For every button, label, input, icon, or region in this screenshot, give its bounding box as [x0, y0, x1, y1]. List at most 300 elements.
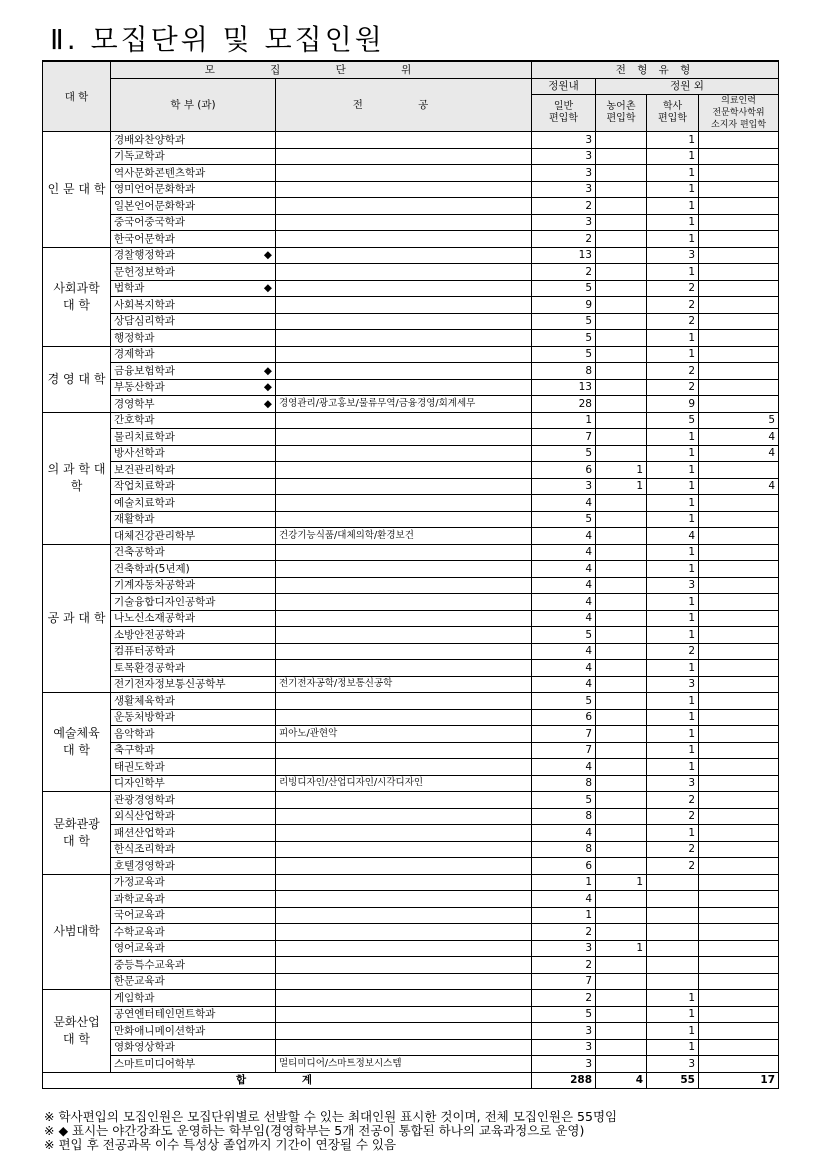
- table-row: [43, 594, 779, 611]
- major-name: [276, 247, 532, 264]
- table-row: [43, 544, 779, 561]
- general-count: 4: [532, 759, 596, 776]
- general-count: 7: [532, 429, 596, 446]
- medical-count: [699, 1006, 779, 1023]
- farm-count: [596, 264, 647, 281]
- farm-count: [596, 528, 647, 545]
- general-count: 4: [532, 561, 596, 578]
- farm-count: [596, 891, 647, 908]
- general-count: 4: [532, 660, 596, 677]
- dept-name: 게임학과: [111, 990, 276, 1007]
- dept-name: 패션산업학과: [111, 825, 276, 842]
- medical-count: [699, 280, 779, 297]
- bachelor-count: [647, 957, 699, 974]
- farm-count: [596, 808, 647, 825]
- table-row: [43, 445, 779, 462]
- major-name: [276, 924, 532, 941]
- major-name: [276, 759, 532, 776]
- table-row: [43, 198, 779, 215]
- major-name: [276, 874, 532, 891]
- general-count: 2: [532, 957, 596, 974]
- dept-name: 건축공학과: [111, 544, 276, 561]
- farm-count: [596, 511, 647, 528]
- major-name: [276, 907, 532, 924]
- farm-count: 1: [596, 874, 647, 891]
- dept-name: 가정교육과: [111, 874, 276, 891]
- medical-count: [699, 1056, 779, 1073]
- major-name: [276, 379, 532, 396]
- bachelor-count: 1: [647, 1006, 699, 1023]
- dept-name: 소방안전공학과: [111, 627, 276, 644]
- dept-name: 대체건강관리학부: [111, 528, 276, 545]
- general-count: 5: [532, 330, 596, 347]
- table-row: [43, 973, 779, 990]
- medical-count: 4: [699, 445, 779, 462]
- bachelor-count: 1: [647, 759, 699, 776]
- dept-name: 경제학과: [111, 346, 276, 363]
- dept-name: 부동산학과◆: [111, 379, 276, 396]
- general-count: 2: [532, 231, 596, 248]
- general-count: 4: [532, 544, 596, 561]
- general-count: 8: [532, 841, 596, 858]
- table-row: [43, 396, 779, 413]
- medical-count: [699, 973, 779, 990]
- farm-count: [596, 610, 647, 627]
- bachelor-count: 1: [647, 429, 699, 446]
- medical-count: [699, 957, 779, 974]
- major-name: [276, 412, 532, 429]
- college-name: 경 영 대 학: [43, 346, 111, 412]
- major-name: 리빙디자인/산업디자인/시각디자인: [276, 775, 532, 792]
- bachelor-count: 2: [647, 313, 699, 330]
- farm-count: [596, 643, 647, 660]
- medical-count: [699, 495, 779, 512]
- table-body: [43, 132, 779, 1089]
- farm-count: [596, 1039, 647, 1056]
- bachelor-count: 1: [647, 181, 699, 198]
- general-count: 1: [532, 412, 596, 429]
- major-name: [276, 841, 532, 858]
- table-row: [43, 709, 779, 726]
- dept-name: 기독교학과: [111, 148, 276, 165]
- bachelor-count: 2: [647, 792, 699, 809]
- major-name: [276, 577, 532, 594]
- table-row: [43, 297, 779, 314]
- medical-count: [699, 313, 779, 330]
- medical-count: [699, 726, 779, 743]
- general-count: 5: [532, 792, 596, 809]
- farm-count: [596, 346, 647, 363]
- bachelor-count: 1: [647, 462, 699, 479]
- general-count: 3: [532, 1039, 596, 1056]
- general-count: 3: [532, 148, 596, 165]
- dept-name: 건축학과(5년제): [111, 561, 276, 578]
- bachelor-count: 1: [647, 511, 699, 528]
- general-count: 6: [532, 709, 596, 726]
- header-bachelor: 학사 편입학: [647, 95, 699, 132]
- dept-name: 음악학과: [111, 726, 276, 743]
- table-row: [43, 742, 779, 759]
- medical-count: [699, 165, 779, 182]
- general-count: 3: [532, 1023, 596, 1040]
- dept-name: 작업치료학과: [111, 478, 276, 495]
- table-row: [43, 874, 779, 891]
- table-row: [43, 1023, 779, 1040]
- table-row: [43, 660, 779, 677]
- general-count: 4: [532, 610, 596, 627]
- farm-count: [596, 726, 647, 743]
- farm-count: [596, 577, 647, 594]
- major-name: [276, 990, 532, 1007]
- farm-count: [596, 957, 647, 974]
- dept-name: 태권도학과: [111, 759, 276, 776]
- major-name: [276, 973, 532, 990]
- major-name: [276, 709, 532, 726]
- general-count: 2: [532, 924, 596, 941]
- medical-count: 4: [699, 429, 779, 446]
- medical-count: [699, 693, 779, 710]
- general-count: 7: [532, 973, 596, 990]
- general-count: 5: [532, 445, 596, 462]
- total-general: 288: [532, 1072, 596, 1089]
- major-name: [276, 544, 532, 561]
- general-count: 4: [532, 577, 596, 594]
- major-name: [276, 808, 532, 825]
- medical-count: [699, 940, 779, 957]
- farm-count: [596, 247, 647, 264]
- bachelor-count: 2: [647, 841, 699, 858]
- farm-count: [596, 396, 647, 413]
- general-count: 5: [532, 313, 596, 330]
- general-count: 4: [532, 495, 596, 512]
- major-name: [276, 165, 532, 182]
- dept-name: 중국어중국학과: [111, 214, 276, 231]
- general-count: 3: [532, 165, 596, 182]
- dept-name: 일본언어문화학과: [111, 198, 276, 215]
- table-row: [43, 214, 779, 231]
- dept-name: 한국어문학과: [111, 231, 276, 248]
- header-eval-type: 전 형 유 형: [532, 61, 779, 78]
- college-name: 인 문 대 학: [43, 132, 111, 248]
- general-count: 2: [532, 990, 596, 1007]
- table-row: [43, 891, 779, 908]
- medical-count: [699, 247, 779, 264]
- dept-name: 호텔경영학과: [111, 858, 276, 875]
- dept-name: 운동처방학과: [111, 709, 276, 726]
- farm-count: [596, 561, 647, 578]
- general-count: 4: [532, 891, 596, 908]
- general-count: 8: [532, 363, 596, 380]
- college-name: 공 과 대 학: [43, 544, 111, 693]
- medical-count: [699, 396, 779, 413]
- farm-count: 1: [596, 462, 647, 479]
- dept-name: 행정학과: [111, 330, 276, 347]
- table-row: [43, 825, 779, 842]
- table-row: [43, 462, 779, 479]
- general-count: 1: [532, 874, 596, 891]
- general-count: 9: [532, 297, 596, 314]
- medical-count: [699, 742, 779, 759]
- medical-count: 4: [699, 478, 779, 495]
- bachelor-count: [647, 973, 699, 990]
- header-general: 일반 편입학: [532, 95, 596, 132]
- medical-count: [699, 148, 779, 165]
- bachelor-count: 1: [647, 594, 699, 611]
- medical-count: [699, 990, 779, 1007]
- table-row: [43, 907, 779, 924]
- bachelor-count: 1: [647, 693, 699, 710]
- dept-name: 물리치료학과: [111, 429, 276, 446]
- dept-name: 토목환경공학과: [111, 660, 276, 677]
- major-name: [276, 891, 532, 908]
- bachelor-count: 1: [647, 495, 699, 512]
- dept-name: 예술치료학과: [111, 495, 276, 512]
- bachelor-count: [647, 874, 699, 891]
- general-count: 7: [532, 726, 596, 743]
- medical-count: [699, 676, 779, 693]
- general-count: 3: [532, 132, 596, 149]
- major-name: [276, 1039, 532, 1056]
- dept-name: 경영학부◆: [111, 396, 276, 413]
- total-row: [43, 1072, 779, 1089]
- major-name: [276, 198, 532, 215]
- college-name: 의 과 학 대 학: [43, 412, 111, 544]
- major-name: [276, 792, 532, 809]
- general-count: 7: [532, 742, 596, 759]
- admission-quota-table: [42, 60, 779, 1089]
- table-row: [43, 429, 779, 446]
- table-row: [43, 363, 779, 380]
- farm-count: [596, 231, 647, 248]
- table-row: [43, 808, 779, 825]
- medical-count: [699, 181, 779, 198]
- bachelor-count: 3: [647, 577, 699, 594]
- farm-count: [596, 990, 647, 1007]
- table-row: [43, 528, 779, 545]
- farm-count: [596, 132, 647, 149]
- bachelor-count: 1: [647, 132, 699, 149]
- total-bachelor: 55: [647, 1072, 699, 1089]
- bachelor-count: [647, 940, 699, 957]
- major-name: [276, 478, 532, 495]
- farm-count: 1: [596, 478, 647, 495]
- bachelor-count: 1: [647, 742, 699, 759]
- general-count: 3: [532, 940, 596, 957]
- farm-count: [596, 924, 647, 941]
- farm-count: [596, 544, 647, 561]
- dept-name: 한식조리학과: [111, 841, 276, 858]
- bachelor-count: 1: [647, 610, 699, 627]
- table-row: [43, 280, 779, 297]
- farm-count: [596, 676, 647, 693]
- bachelor-count: 2: [647, 643, 699, 660]
- major-name: [276, 346, 532, 363]
- general-count: 2: [532, 198, 596, 215]
- major-name: [276, 330, 532, 347]
- table-row: [43, 924, 779, 941]
- major-name: [276, 429, 532, 446]
- major-name: [276, 940, 532, 957]
- general-count: 3: [532, 181, 596, 198]
- note-line: ※ ◆ 표시는 야간강좌도 운영하는 학부임(경영학부는 5개 전공이 통합된 하나의 교육과정으로 운영): [44, 1123, 585, 1138]
- major-name: [276, 132, 532, 149]
- major-name: [276, 561, 532, 578]
- general-count: 3: [532, 478, 596, 495]
- major-name: 경영관리/광고홍보/물류무역/금융경영/회계세무: [276, 396, 532, 413]
- notes: [44, 1110, 617, 1152]
- dept-name: 과학교육과: [111, 891, 276, 908]
- farm-count: [596, 181, 647, 198]
- note-line: ※ 학사편입의 모집인원은 모집단위별로 선발할 수 있는 최대인원 표시한 것이며, 전체 모집인원은 55명임: [44, 1109, 618, 1124]
- table-row: [43, 148, 779, 165]
- medical-count: [699, 660, 779, 677]
- major-name: [276, 214, 532, 231]
- table-row: [43, 181, 779, 198]
- bachelor-count: 1: [647, 148, 699, 165]
- dept-name: 방사선학과: [111, 445, 276, 462]
- medical-count: [699, 264, 779, 281]
- major-name: [276, 1023, 532, 1040]
- general-count: 6: [532, 858, 596, 875]
- medical-count: [699, 874, 779, 891]
- bachelor-count: 3: [647, 1056, 699, 1073]
- dept-name: 사회복지학과: [111, 297, 276, 314]
- major-name: [276, 363, 532, 380]
- major-name: [276, 610, 532, 627]
- bachelor-count: 1: [647, 231, 699, 248]
- table-row: [43, 759, 779, 776]
- medical-count: [699, 330, 779, 347]
- major-name: [276, 280, 532, 297]
- farm-count: [596, 198, 647, 215]
- dept-name: 영미언어문화학과: [111, 181, 276, 198]
- bachelor-count: [647, 907, 699, 924]
- table-row: [43, 1006, 779, 1023]
- dept-name: 법학과◆: [111, 280, 276, 297]
- bachelor-count: 1: [647, 990, 699, 1007]
- college-name: 사범대학: [43, 874, 111, 990]
- major-name: [276, 462, 532, 479]
- dept-name: 스마트미디어학부: [111, 1056, 276, 1073]
- dept-name: 나노신소재공학과: [111, 610, 276, 627]
- dept-name: 경배와찬양학과: [111, 132, 276, 149]
- medical-count: [699, 841, 779, 858]
- college-name: 문화산업 대 학: [43, 990, 111, 1073]
- header-dept: 학 부 (과): [111, 78, 276, 132]
- bachelor-count: 3: [647, 676, 699, 693]
- general-count: 5: [532, 1006, 596, 1023]
- major-name: [276, 643, 532, 660]
- major-name: [276, 693, 532, 710]
- bachelor-count: 2: [647, 280, 699, 297]
- header-farm: 농어촌 편입학: [596, 95, 647, 132]
- bachelor-count: 1: [647, 330, 699, 347]
- medical-count: [699, 379, 779, 396]
- header-outquota: 정원 외: [596, 78, 779, 95]
- table-row: [43, 330, 779, 347]
- note-line: ※ 편입 후 전공과목 이수 특성상 졸업까지 기간이 연장될 수 있음: [44, 1137, 397, 1152]
- major-name: [276, 231, 532, 248]
- major-name: [276, 957, 532, 974]
- general-count: 5: [532, 280, 596, 297]
- dept-name: 금융보험학과◆: [111, 363, 276, 380]
- medical-count: [699, 1039, 779, 1056]
- farm-count: [596, 297, 647, 314]
- farm-count: [596, 1006, 647, 1023]
- farm-count: [596, 165, 647, 182]
- general-count: 4: [532, 594, 596, 611]
- table-row: [43, 627, 779, 644]
- bachelor-count: 3: [647, 247, 699, 264]
- bachelor-count: 2: [647, 379, 699, 396]
- college-name: 문화관광 대 학: [43, 792, 111, 875]
- dept-name: 역사문화콘텐츠학과: [111, 165, 276, 182]
- table-row: [43, 693, 779, 710]
- farm-count: [596, 594, 647, 611]
- general-count: 3: [532, 214, 596, 231]
- farm-count: [596, 973, 647, 990]
- table-row: [43, 610, 779, 627]
- general-count: 5: [532, 627, 596, 644]
- major-name: [276, 742, 532, 759]
- dept-name: 영화영상학과: [111, 1039, 276, 1056]
- major-name: [276, 148, 532, 165]
- medical-count: [699, 577, 779, 594]
- farm-count: [596, 660, 647, 677]
- major-name: [276, 627, 532, 644]
- table-row: [43, 1039, 779, 1056]
- bachelor-count: 1: [647, 561, 699, 578]
- medical-count: [699, 709, 779, 726]
- farm-count: [596, 445, 647, 462]
- dept-name: 기술융합디자인공학과: [111, 594, 276, 611]
- general-count: 5: [532, 511, 596, 528]
- major-name: [276, 1006, 532, 1023]
- medical-count: [699, 363, 779, 380]
- bachelor-count: 1: [647, 165, 699, 182]
- bachelor-count: 3: [647, 775, 699, 792]
- bachelor-count: 1: [647, 627, 699, 644]
- header-inquota: 정원내: [532, 78, 596, 95]
- farm-count: [596, 148, 647, 165]
- major-name: 피아노/관현악: [276, 726, 532, 743]
- medical-count: [699, 346, 779, 363]
- college-name: 예술체육 대 학: [43, 693, 111, 792]
- farm-count: [596, 280, 647, 297]
- major-name: [276, 264, 532, 281]
- dept-name: 경찰행정학과◆: [111, 247, 276, 264]
- general-count: 2: [532, 264, 596, 281]
- dept-name: 보건관리학과: [111, 462, 276, 479]
- farm-count: [596, 792, 647, 809]
- bachelor-count: 1: [647, 709, 699, 726]
- dept-name: 재활학과: [111, 511, 276, 528]
- table-row: [43, 231, 779, 248]
- medical-count: [699, 132, 779, 149]
- farm-count: 1: [596, 940, 647, 957]
- bachelor-count: 1: [647, 825, 699, 842]
- table-row: [43, 165, 779, 182]
- medical-count: [699, 775, 779, 792]
- table-row: [43, 346, 779, 363]
- medical-count: [699, 907, 779, 924]
- general-count: 4: [532, 825, 596, 842]
- dept-name: 공연엔터테인먼트학과: [111, 1006, 276, 1023]
- dept-name: 관광경영학과: [111, 792, 276, 809]
- dept-name: 상담심리학과: [111, 313, 276, 330]
- table-row: [43, 478, 779, 495]
- bachelor-count: 1: [647, 198, 699, 215]
